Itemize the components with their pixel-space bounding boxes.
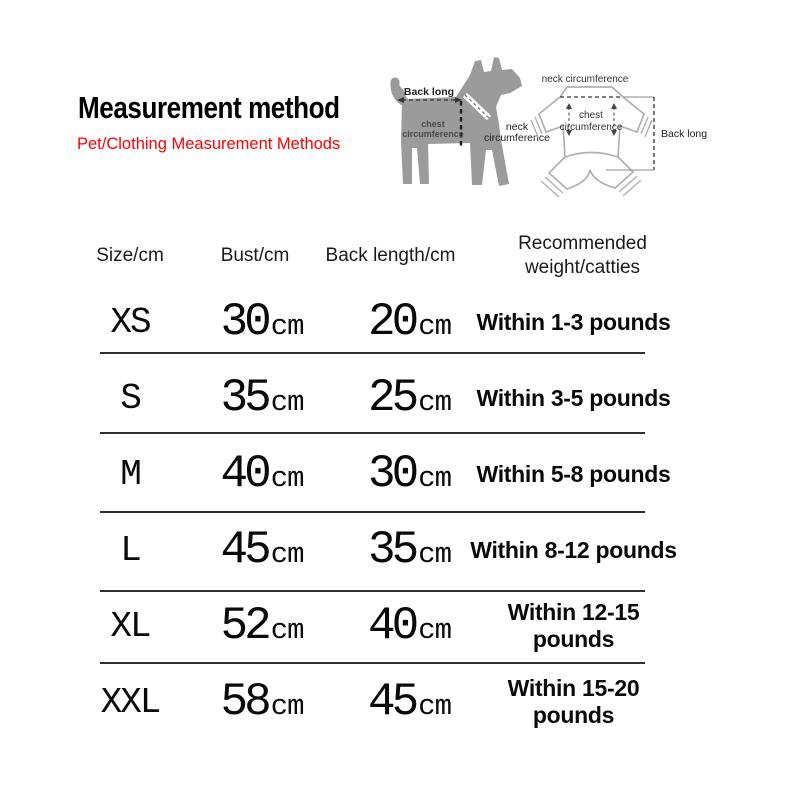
unit-label: cm — [418, 310, 452, 343]
page-title: Measurement method — [78, 90, 340, 125]
garment-back-long-label: Back long — [661, 128, 708, 140]
row-divider — [100, 352, 645, 354]
row-divider — [100, 432, 645, 434]
column-header-size: Size/cm — [96, 245, 164, 267]
unit-label: cm — [418, 462, 452, 495]
back-length-cell — [335, 600, 470, 652]
bust-value: 58 — [220, 676, 268, 728]
table-row — [85, 588, 695, 664]
dog-diagram-icon — [395, 57, 550, 186]
unit-label: cm — [270, 462, 304, 495]
size-cell: M — [120, 453, 140, 495]
bust-value: 35 — [220, 372, 268, 424]
size-cell: L — [120, 529, 140, 571]
bust-cell — [175, 676, 335, 728]
bust-value: 40 — [220, 448, 268, 500]
column-header-bust: Bust/cm — [220, 245, 290, 267]
back-length-value: 35 — [367, 524, 416, 576]
weight-cell: Within 3-5 pounds — [476, 384, 671, 411]
back-length-cell — [335, 676, 470, 728]
bust-value: 52 — [220, 600, 268, 652]
size-cell: XL — [110, 605, 150, 647]
unit-label: cm — [270, 614, 304, 647]
garment-neck-label: neck circumference — [541, 74, 629, 85]
bust-cell — [175, 448, 335, 500]
table-row — [85, 360, 695, 436]
row-divider — [100, 590, 645, 592]
page-subtitle: Pet/Clothing Measurement Methods — [77, 135, 341, 153]
bust-cell — [175, 524, 335, 576]
dog-back-long-label: Back long — [403, 86, 455, 98]
back-length-cell — [335, 372, 470, 424]
back-length-cell — [335, 524, 470, 576]
table-header-row — [85, 228, 695, 284]
dog-chest-label-line2: circumference — [402, 129, 464, 139]
garment-chest-label-line2: circumference — [559, 122, 623, 133]
unit-label: cm — [270, 690, 304, 723]
bust-value: 45 — [220, 524, 268, 576]
table-row — [85, 436, 695, 512]
size-cell: S — [120, 377, 140, 419]
unit-label: cm — [418, 614, 452, 647]
bust-cell — [175, 600, 335, 652]
weight-cell: Within 5-8 pounds — [476, 460, 671, 487]
unit-label: cm — [270, 538, 304, 571]
back-length-cell — [335, 296, 470, 348]
weight-cell: Within 8-12 pounds — [470, 536, 677, 563]
back-length-value: 45 — [367, 676, 416, 728]
size-cell: XS — [110, 301, 150, 343]
back-length-value: 20 — [367, 296, 416, 348]
weight-cell: Within 12-15 pounds — [507, 599, 640, 652]
back-length-value: 30 — [367, 448, 416, 500]
unit-label: cm — [418, 690, 452, 723]
table-row — [85, 664, 695, 740]
dog-chest-label-line1: chest — [421, 119, 445, 129]
column-header-weight-text: Recommended weight/catties — [518, 233, 647, 278]
size-cell: XXL — [100, 681, 160, 723]
unit-label: cm — [418, 538, 452, 571]
back-length-value: 25 — [367, 372, 416, 424]
column-header-back-length: Back length/cm — [325, 245, 456, 267]
table-row — [85, 512, 695, 588]
measurement-diagram — [388, 36, 733, 216]
dog-neck-label-line1: neck — [505, 121, 529, 133]
weight-cell: Within 15-20 pounds — [507, 675, 640, 728]
unit-label: cm — [270, 386, 304, 419]
back-length-value: 40 — [367, 600, 416, 652]
weight-cell: Within 1-3 pounds — [476, 308, 671, 335]
unit-label: cm — [270, 310, 304, 343]
column-header-weight — [470, 232, 695, 280]
row-divider — [100, 662, 645, 664]
row-divider — [100, 511, 645, 513]
bust-cell — [175, 372, 335, 424]
unit-label: cm — [418, 386, 452, 419]
table-row — [85, 284, 695, 360]
garment-chest-label-line1: chest — [579, 110, 603, 121]
dog-neck-label-line2: circumference — [484, 132, 550, 144]
back-length-cell — [335, 448, 470, 500]
bust-value: 30 — [220, 296, 268, 348]
bust-cell — [175, 296, 335, 348]
